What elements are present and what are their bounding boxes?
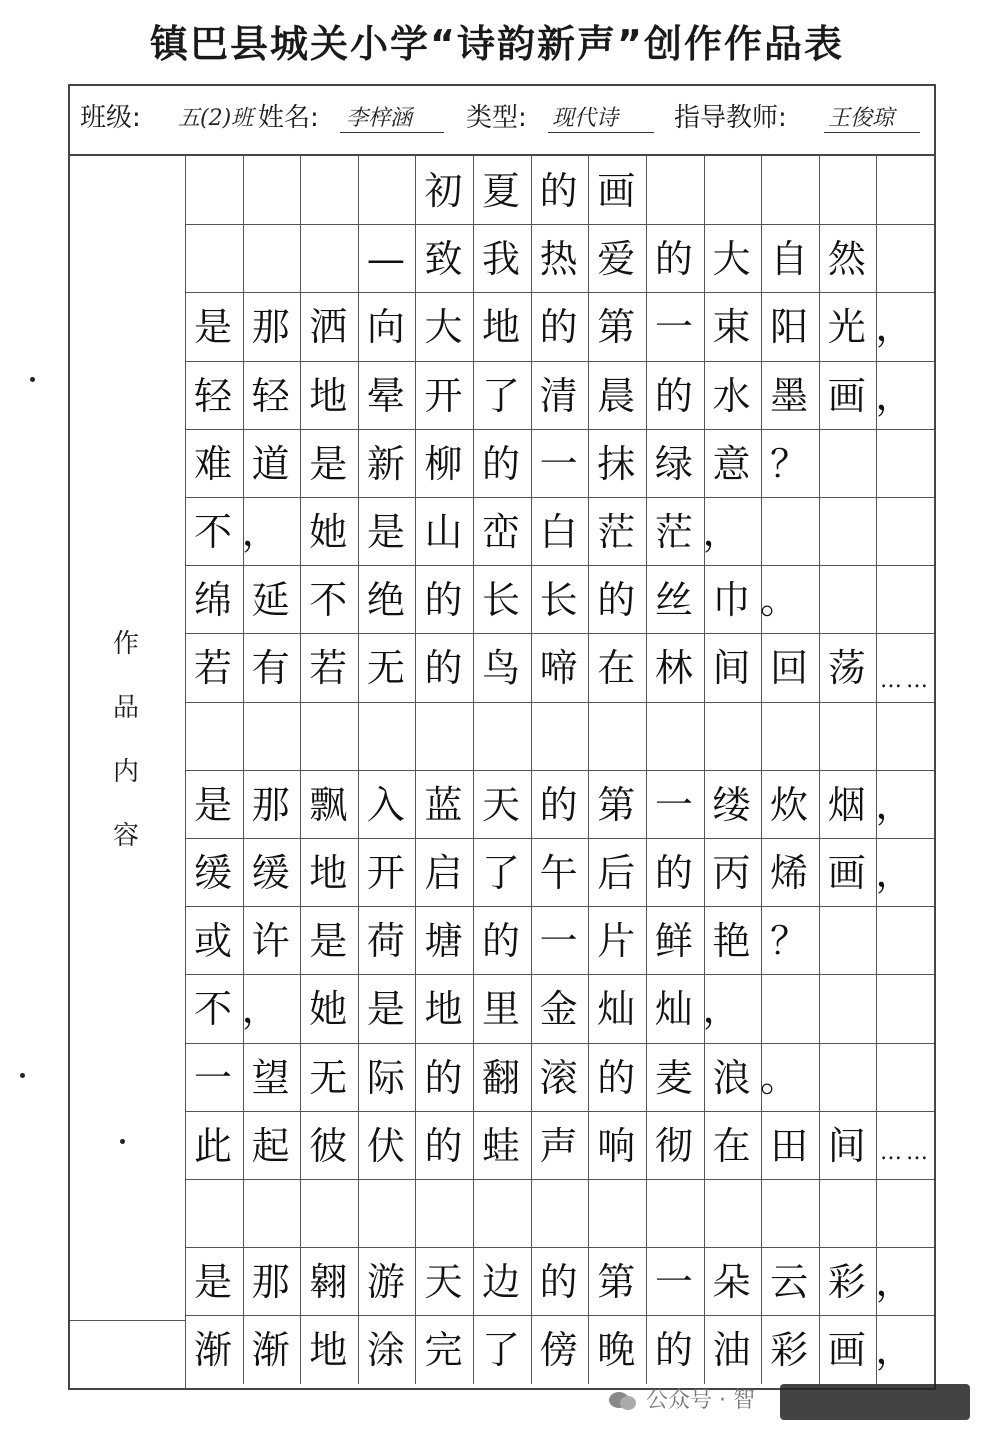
poem-char: ， (875, 851, 914, 895)
poem-char: 丝 (654, 578, 693, 623)
type-underline (548, 132, 654, 133)
poem-char: 彻 (654, 1123, 693, 1168)
poem-char: 了 (482, 1328, 521, 1373)
poem-char: 那 (251, 1260, 290, 1305)
poem-char: ， (875, 1328, 914, 1373)
poem-char: 傍 (539, 1328, 578, 1373)
poem-char: 抹 (597, 441, 636, 486)
poem-char: 画 (827, 851, 866, 895)
poem-char: 渐 (193, 1328, 232, 1373)
redaction-blob (780, 1384, 970, 1420)
poem-char: 的 (654, 1328, 693, 1373)
poem-char: ， (875, 305, 914, 350)
poem-char: 渐 (251, 1328, 290, 1373)
poem-char: 水 (712, 373, 751, 418)
stray-dot (20, 1073, 25, 1078)
poem-char: 完 (424, 1328, 463, 1373)
poem-char: 晨 (597, 373, 636, 418)
poem-char: 那 (251, 305, 290, 350)
poem-char: 的 (424, 1055, 463, 1100)
poem-char: 的 (539, 169, 578, 213)
poem-char: 的 (482, 441, 521, 486)
poem-char: 声 (539, 1123, 578, 1168)
poem-char: 若 (309, 646, 348, 691)
poem-char: 望 (251, 1055, 290, 1100)
poem-char: 不 (193, 510, 232, 554)
poem-char: 洒 (309, 305, 348, 350)
class-value: 五(2)班 (178, 106, 254, 131)
poem-char: 大 (712, 237, 751, 282)
poem-char: 伏 (366, 1123, 405, 1168)
poem-char: 长 (539, 578, 578, 623)
poem-char: 林 (654, 646, 693, 691)
poem-char: 鲜 (654, 919, 693, 964)
poem-char: 晚 (597, 1328, 636, 1373)
poem-char: 阳 (770, 305, 809, 350)
poem-char: 是 (366, 987, 405, 1032)
poem-char: 绿 (654, 441, 693, 486)
poem-char: 的 (597, 1055, 636, 1100)
poem-char: 艳 (712, 919, 751, 964)
poem-char: 后 (597, 851, 636, 895)
poem-char: 天 (424, 1260, 463, 1305)
name-underline (340, 132, 444, 133)
poem-char: 的 (424, 578, 463, 623)
poem-char: 道 (251, 441, 290, 486)
poem-char: 地 (309, 373, 348, 418)
poem-char: 蛙 (482, 1123, 521, 1168)
poem-char: ， (702, 510, 741, 554)
poem-char: 朵 (712, 1260, 751, 1305)
poem-char: 丙 (712, 851, 751, 895)
poem-char: 第 (597, 1260, 636, 1305)
side-label-char: 作 (112, 629, 139, 659)
poem-char: 边 (482, 1260, 521, 1305)
poem-char: 她 (309, 510, 348, 554)
poem-char: 地 (482, 305, 521, 350)
poem-char: 的 (482, 919, 521, 964)
poem-char: 滚 (539, 1055, 578, 1100)
poem-char: 烟 (827, 782, 866, 827)
poem-char: 翻 (482, 1055, 521, 1100)
poem-char: 开 (424, 373, 463, 418)
poem-char: 浪 (712, 1055, 751, 1100)
poem-char: 的 (424, 1123, 463, 1168)
poem-char: 蓝 (424, 782, 463, 827)
poem-char: 回 (770, 646, 809, 691)
poem-char: 白 (539, 510, 578, 554)
poem-char: 一 (539, 919, 578, 964)
poem-char: 地 (309, 851, 348, 895)
poem-char: 若 (193, 646, 232, 691)
poem-char: 里 (482, 987, 521, 1032)
poem-char: 无 (309, 1055, 348, 1100)
poem-char: 午 (539, 851, 578, 895)
poem-char: 的 (539, 1260, 578, 1305)
poem-char: 一 (654, 1260, 693, 1305)
poem-char: 金 (539, 987, 578, 1032)
poem-char: 起 (251, 1123, 290, 1168)
poem-char: 了 (482, 373, 521, 418)
poem-char: 荡 (827, 646, 866, 691)
side-label-char: 品 (112, 693, 139, 723)
poem-char: 绵 (193, 578, 232, 623)
poem-char: 油 (712, 1328, 751, 1373)
poem-char: 不 (193, 987, 232, 1032)
poem-char: 是 (366, 510, 405, 554)
poem-char: 片 (597, 919, 636, 964)
poem-char: 。 (760, 578, 799, 623)
poem-char: 有 (251, 646, 290, 691)
poem-char: 啼 (539, 646, 578, 691)
poem-char: 夏 (482, 169, 521, 213)
poem-char: ？ (770, 919, 809, 964)
poem-char: 延 (251, 578, 290, 623)
poem-char: 在 (712, 1123, 751, 1168)
side-label-char: 容 (112, 821, 139, 851)
poem-char: 长 (482, 578, 521, 623)
watermark-text: 公众号 · 智 (646, 1388, 755, 1413)
poem-char: 彩 (827, 1260, 866, 1305)
poem-char: 一 (193, 1055, 232, 1100)
teacher-label: 指导教师: (674, 103, 787, 133)
poem-char: 致 (424, 237, 463, 282)
poem-char: 的 (654, 851, 693, 895)
poem-char: 间 (712, 646, 751, 691)
poem-char: 画 (597, 169, 636, 213)
poem-char: 入 (366, 782, 405, 827)
poem-char: 新 (366, 441, 405, 486)
poem-char: 轻 (193, 373, 232, 418)
poem-char: 意 (712, 441, 751, 486)
poem-char: 山 (424, 510, 463, 554)
poem-char: 是 (193, 305, 232, 350)
poem-char: 或 (193, 919, 232, 964)
ellipsis-2: …… (880, 1140, 932, 1165)
page-title: 镇巴县城关小学“诗韵新声”创作作品表 (150, 22, 844, 66)
class-label: 班级: (80, 103, 141, 133)
poem-char: 是 (309, 919, 348, 964)
poem-char: 是 (193, 1260, 232, 1305)
poem-char: 茫 (654, 510, 693, 554)
poem-char: 天 (482, 782, 521, 827)
poem-char: 轻 (251, 373, 290, 418)
poem-char: 的 (424, 646, 463, 691)
poem-char: 大 (424, 305, 463, 350)
ellipsis-1: …… (880, 668, 932, 693)
stray-dot (120, 1139, 125, 1144)
poem-char: 了 (482, 851, 521, 895)
poem-char: 田 (770, 1123, 809, 1168)
poem-char: 此 (193, 1123, 232, 1168)
poem-char: 响 (597, 1123, 636, 1168)
poem-char: 是 (309, 441, 348, 486)
stray-dot (30, 377, 35, 382)
poem-char: 第 (597, 782, 636, 827)
poem-char: 。 (760, 1055, 799, 1100)
poem-char: 柳 (424, 441, 463, 486)
poem-char: 不 (309, 578, 348, 623)
poem-char: 荷 (366, 919, 405, 964)
poem-char: 清 (539, 373, 578, 418)
poem-char: 游 (366, 1260, 405, 1305)
side-row-line (70, 1320, 185, 1321)
poem-char: 缓 (251, 851, 290, 895)
poem-char: 云 (770, 1260, 809, 1305)
poem-char: 爱 (597, 237, 636, 282)
poem-char: 是 (193, 782, 232, 827)
poem-char: 地 (424, 987, 463, 1032)
watermark (608, 1384, 755, 1418)
poem-char: 翱 (309, 1260, 348, 1305)
poem-char: 她 (309, 987, 348, 1032)
poem-char: 彩 (770, 1328, 809, 1373)
poem-char: 巾 (712, 578, 751, 623)
poem-char: 难 (193, 441, 232, 486)
poem-char: 那 (251, 782, 290, 827)
teacher-value: 王俊琼 (828, 106, 895, 131)
poem-char: 然 (827, 237, 866, 282)
type-label: 类型: (466, 103, 527, 133)
side-label-char: 内 (112, 757, 139, 787)
poem-char: 第 (597, 305, 636, 350)
poem-char: 画 (827, 373, 866, 418)
poem-char: 一 (654, 305, 693, 350)
poem-char: 光 (827, 305, 866, 350)
wechat-icon (608, 1390, 638, 1412)
poem-char: 一 (539, 441, 578, 486)
poem-char: 烯 (770, 851, 809, 895)
poem-char: 灿 (654, 987, 693, 1032)
poem-char: ， (875, 1260, 914, 1305)
poem-char: 一 (654, 782, 693, 827)
poem-char: 彼 (309, 1123, 348, 1168)
poem-char: 的 (654, 237, 693, 282)
poem-char: 自 (770, 237, 809, 282)
poem-char: 的 (539, 305, 578, 350)
name-value: 李梓涵 (346, 106, 413, 131)
poem-char: ， (875, 782, 914, 827)
poem-char: 间 (827, 1123, 866, 1168)
type-value: 现代诗 (552, 106, 619, 131)
poem-char: 的 (539, 782, 578, 827)
poem-char: 启 (424, 851, 463, 895)
poem-char: 许 (251, 919, 290, 964)
poem-char: 热 (539, 237, 578, 282)
poem-char: 地 (309, 1328, 348, 1373)
poem-char: 茫 (597, 510, 636, 554)
poem-char: ？ (770, 441, 809, 486)
poem-char: 飘 (309, 782, 348, 827)
poem-char: 涂 (366, 1328, 405, 1373)
poem-char: 麦 (654, 1055, 693, 1100)
poem-char: 峦 (482, 510, 521, 554)
name-label: 姓名: (258, 103, 319, 133)
poem-char: 画 (827, 1328, 866, 1373)
poem-char: 炊 (770, 782, 809, 827)
poem-char: 塘 (424, 919, 463, 964)
poem-char: 际 (366, 1055, 405, 1100)
poem-char: 的 (597, 578, 636, 623)
poem-char: 在 (597, 646, 636, 691)
teacher-underline (824, 132, 920, 133)
poem-char: ， (875, 373, 914, 418)
poem-char: 初 (424, 169, 463, 213)
poem-char: 的 (654, 373, 693, 418)
poem-char: ， (241, 510, 280, 554)
poem-char: — (366, 237, 405, 282)
poem-char: 绝 (366, 578, 405, 623)
poem-char: 我 (482, 237, 521, 282)
poem-char: 晕 (366, 373, 405, 418)
poem-char: 无 (366, 646, 405, 691)
poem-char: 墨 (770, 373, 809, 418)
poem-char: 开 (366, 851, 405, 895)
poem-char: 束 (712, 305, 751, 350)
poem-char: ， (241, 987, 280, 1032)
poem-char: ， (702, 987, 741, 1032)
poem-char: 缕 (712, 782, 751, 827)
poem-char: 缓 (193, 851, 232, 895)
poem-char: 灿 (597, 987, 636, 1032)
poem-char: 鸟 (482, 646, 521, 691)
poem-char: 向 (366, 305, 405, 350)
